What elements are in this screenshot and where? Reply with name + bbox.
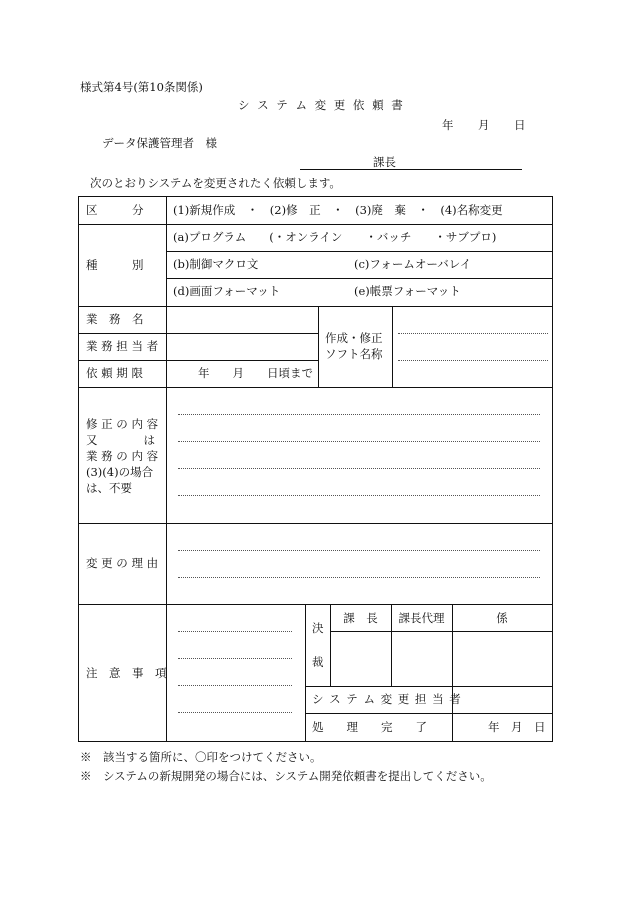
stamp-box-kacho[interactable] [330,633,391,685]
gyomu-name-label: 業 務 名 [86,312,144,326]
reason-line-1[interactable] [178,550,540,551]
kessai-divider-left [305,604,306,741]
software-name-line-1[interactable] [398,333,548,334]
row-divider [78,387,552,388]
notes-line-4[interactable] [178,712,292,713]
row-divider [78,360,318,361]
shubetsu-option-b[interactable]: (b)制御マクロ文 [173,257,259,271]
signature-line[interactable] [300,169,522,170]
kubun-label-text: 区 分 [86,203,144,217]
kubun-label [86,205,158,217]
content-label-4: (3)(4)の場合 [86,465,154,479]
notes-line-3[interactable] [178,685,292,686]
approver-header-kacho: 課 長 [343,611,378,625]
tanto-divider [305,713,552,714]
content-line-4[interactable] [178,495,540,496]
intro-text: 次のとおりシステムを変更されたく依頼します。 [90,176,341,190]
stamp-box-kakari[interactable] [453,633,552,685]
table-border-left [78,196,79,742]
date-day-label: 日 [514,118,526,132]
kessai-char-2: 裁 [312,655,324,669]
shori-kanryo-label: 処 理 完 了 [312,720,427,734]
software-name-label-2: ソフト名称 [325,347,383,361]
stamp-box-kacho-dairi[interactable] [391,633,452,685]
shori-kanryo-date[interactable]: 年 月 日 [488,720,546,734]
notes-line-2[interactable] [178,658,292,659]
row-divider [78,224,552,225]
row-divider [78,306,552,307]
table-border-bottom [78,741,553,742]
irai-kigen-label: 依 頼 期 限 [86,366,143,380]
row-divider [78,604,552,605]
reason-line-2[interactable] [178,577,540,578]
notes-label: 注 意 事 項 [86,666,167,680]
row-divider [166,251,552,252]
irai-kigen-value[interactable]: 年 月 日頃まで [198,366,313,380]
kubun-options[interactable]: (1)新規作成 ・ (2)修 正 ・ (3)廃 棄 ・ (4)名称変更 [173,203,503,217]
content-label-3: 業 務 の 内 容 [86,449,159,463]
content-line-3[interactable] [178,468,540,469]
shubetsu-label: 種 別 [86,258,144,272]
shubetsu-option-c[interactable]: (c)フォームオーバレイ [354,257,472,271]
notes-line-1[interactable] [178,631,292,632]
page-title: シ ス テ ム 変 更 依 頼 書 [238,98,405,112]
column-divider [318,306,319,387]
content-label-5: は、不要 [86,481,132,495]
content-label-2: 又 は [86,433,155,447]
date-month-label: 月 [478,118,490,132]
row-divider [78,333,318,334]
shubetsu-option-d[interactable]: (d)画面フォーマット [173,284,281,298]
form-number: 様式第4号(第10条関係) [80,80,203,94]
addressee: データ保護管理者 様 [102,136,217,150]
approver-header-kakari: 係 [496,611,508,625]
gyomu-tanto-label: 業 務 担 当 者 [86,339,159,353]
kessai-bottom-divider [305,686,552,687]
footnote-1: ※ 該当する箇所に、〇印をつけてください。 [80,750,322,764]
approver-header-kacho-dairi: 課長代理 [398,611,445,625]
kessai-header-divider [330,631,552,632]
content-label-1: 修 正 の 内 容 [86,417,159,431]
system-change-tanto-label: シ ス テ ム 変 更 担 当 者 [312,692,462,706]
content-line-1[interactable] [178,414,540,415]
reason-label: 変 更 の 理 由 [86,556,159,570]
row-divider [166,278,552,279]
software-name-label-1: 作成・修正 [325,331,383,345]
table-border-top [78,196,552,197]
date-year-label: 年 [442,118,454,132]
shubetsu-option-e[interactable]: (e)帳票フォーマット [354,284,461,298]
column-divider [392,306,393,387]
footnote-2: ※ システムの新規開発の場合には、システム開発依頼書を提出してください。 [80,769,492,783]
table-border-right [552,196,553,742]
section-chief-label: 課長 [373,155,396,169]
kessai-char-1: 決 [312,621,324,635]
content-line-2[interactable] [178,441,540,442]
software-name-line-2[interactable] [398,360,548,361]
row-divider [78,523,552,524]
shubetsu-row-1[interactable]: (a)プログラム (・オンライン ・バッチ ・サブプロ) [173,230,497,244]
